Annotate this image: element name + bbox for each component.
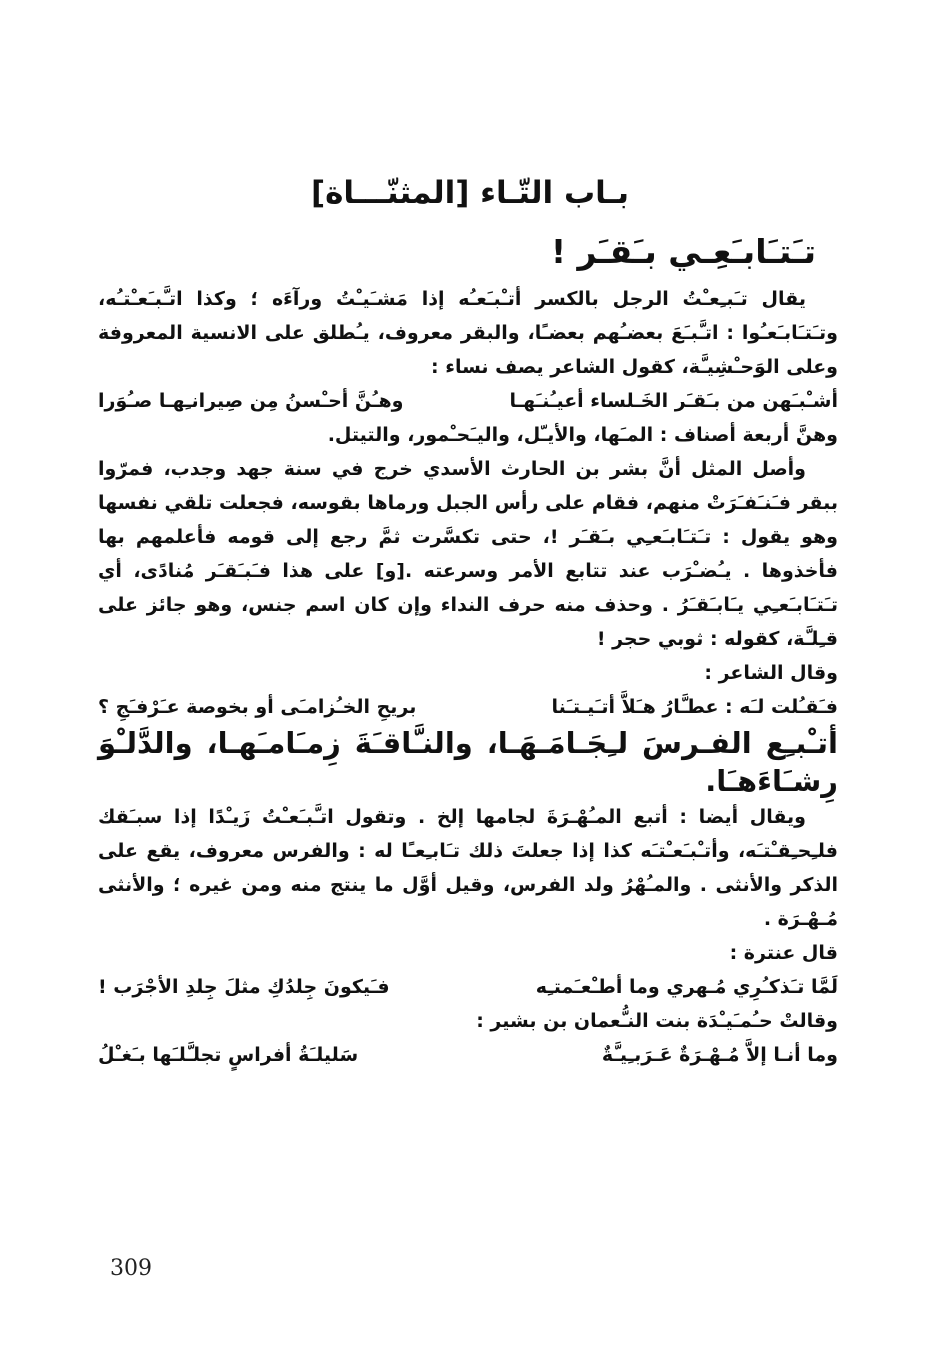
verse-hemistich-first: لَمَّا تـَذكـُرِي مُـهري وما أطـْعـَمتـِه xyxy=(535,976,838,998)
verse-line xyxy=(98,1038,838,1072)
paragraph-humayda-intro: وقالتْ حـُمـَيـْدَة بنت النـُّعمان بن بشير : xyxy=(476,1010,838,1032)
paragraph-definition: يقال تـَبـِعـْتُ الرجل بالكسر أتـْبـَعـُه إذا مَشـَيـْتُ ورآءَه ؛ وكذا اتـَّبـَعـْتـُه، وتـَتـَابـَعـُوا : اتـَّبـَعَ بعضـُهم بعضـًا، والبقر معروف، يـُطلق على الانسية المعروفة وعلى الوَحـْشِيـَّة، كقول الشاعر يصف نساء : xyxy=(98,288,838,378)
proverb-heading: أتـْبـِع الفـرسَ لـِجَـامَـهَـا، والنـَّاقـَةَ زِمـَامـَهـا، والدَّلـْوَ رِشـَاءَهـَا. xyxy=(98,726,838,798)
verse-hemistich-second: بريحِ الخـُزامـَى أو بخوصة عـَرْفـَجِ ؟ xyxy=(98,696,417,718)
verse-hemistich-first: وما أنـا إلاَّ مُـهْـرَةٌ عَـرَبـِيـَّةٌ xyxy=(601,1044,838,1066)
paragraph-kinds: وهنَّ أربعة أصناف : المـَها، والأيـّل، واليـَحـْمور، والتيتل. xyxy=(327,424,838,446)
verse-line xyxy=(98,690,838,724)
verse-hemistich-first: فـَقـُلت لـَه : عطـَّارُ هـَلاَّ أتـَيـتـَنا xyxy=(551,696,838,718)
verse-hemistich-second: سَليلـَةُ أفراسٍ تجلـَّلـَها بـَغـْلُ xyxy=(98,1044,359,1066)
verse-hemistich-second: وهـُنَّ أحـْسنُ مِن صِيرانـِهـا صـُوَرا xyxy=(98,390,404,412)
paragraph-poet-intro: وقال الشاعر : xyxy=(704,662,838,684)
verse-hemistich-second: فـَيكونَ جِلدُكِ مثلَ جِلدِ الأجْرَب ! xyxy=(98,976,390,998)
entry-title: تـَتـَابـَعِـي بـَقـَر ! xyxy=(550,232,816,271)
chapter-title: بـاب التّـاء [المثنّـــاة] xyxy=(310,175,630,211)
paragraph-antara-intro: قال عنترة : xyxy=(729,942,838,964)
verse-line xyxy=(98,384,838,418)
paragraph-origin: وأصل المثل أنَّ بشر بن الحارث الأسدي خرج في سنة جهد وجدب، فمرّوا ببقر فـَنـَفـَرَتْ منهم، فقام على رأس الجبل ورماها بقوسه، فجعلت تلقي نفسها وهو يقول : تـَتـَابـَعـِي بـَقـَر !، حتى تكسَّرت ثمَّ رجع إلى قومه فأعلمهم بها فأخذوها . يـُضـْرَب عند تتابع الأمر وسرعته .[و] على هذا فـَبـَقـَر مُنادًى، أي تـَتـَابـَعـِي يـَابـَقـَرُ . وحذف منه حرف النداء وإن كان اسم جنس، وهو جائز على قـِلـَّة، كقوله : ثوبي حجر ! xyxy=(98,458,838,650)
page-number: 309 xyxy=(110,1256,152,1281)
paragraph-explanation: ويقال أيضا : أتبع المـُهْـرَةَ لجامها إلخ . وتقول اتـَّبـَعـْتُ زَيـْدًا إذا سبـَقك فلـِحـِقـْتـَه، وأتـْبـَعـْتـَه كذا إذا جعلتَ ذلك تـَابـِعـًا له : والفرس معروف، يقع على الذكر والأنثى . والمـُهْرُ ولد الفرس، وقيل أوَّل ما ينتج منه ومن غيره ؛ والأنثى مُـهْـرَة . xyxy=(98,806,838,930)
verse-line xyxy=(98,970,838,1004)
body-text xyxy=(98,282,838,1072)
verse-hemistich-first: أشـْبـَهن من بـَقـَر الخَـلساء أعيـُنـَهـا xyxy=(509,390,838,412)
